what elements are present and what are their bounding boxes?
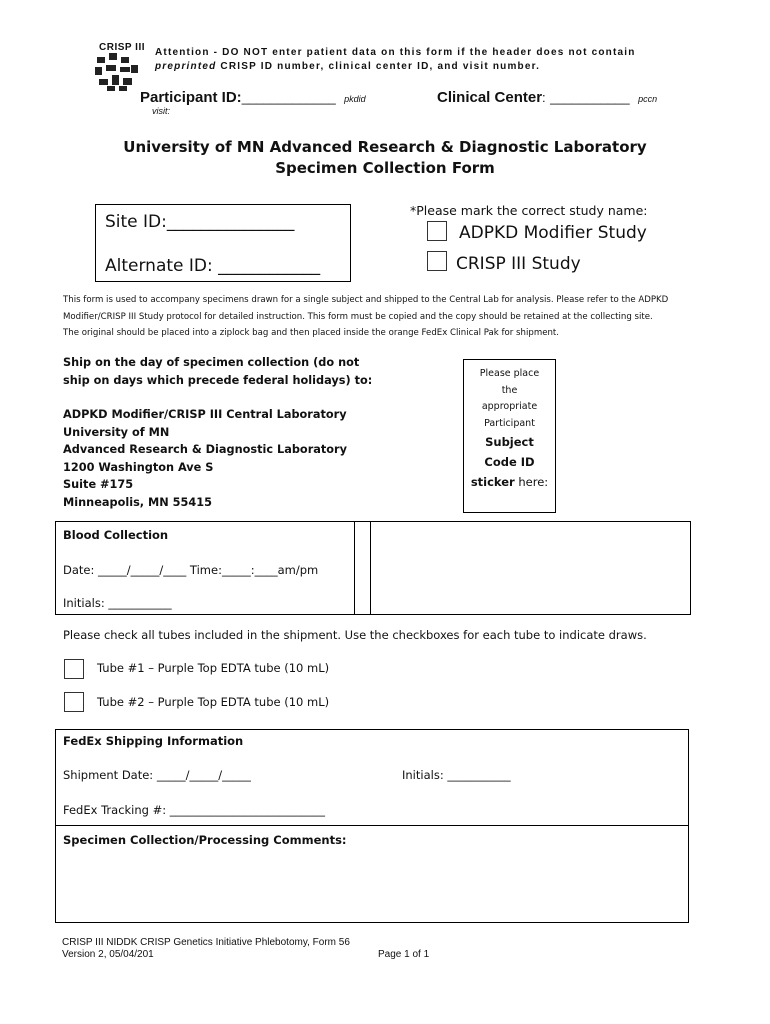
shipment-date-field[interactable]: Shipment Date: _____/_____/_____ <box>63 768 251 782</box>
ship-instructions: Ship on the day of specimen collection (do not ship on days which precede federal holidays) to: ADPKD Modifier/CRISP III Central Laboratory University of MN Advanced Research & Diagnostic Laboratory 1200 Washington Ave S Suite #175 Minneapolis, MN 55415 <box>63 354 372 511</box>
address-line: University of MN <box>63 425 170 439</box>
address-line: ADPKD Modifier/CRISP III Central Laboratory <box>63 408 347 421</box>
study-prompt: *Please mark the correct study name: <box>410 203 648 218</box>
participant-code: pkdid <box>344 94 366 104</box>
comments-heading: Specimen Collection/Processing Comments: <box>63 833 347 847</box>
footer-form-info: CRISP III NIDDK CRISP Genetics Initiative Phlebotomy, Form 56 Version 2, 05/04/201 <box>62 937 350 960</box>
form-title-line2: Specimen Collection Form <box>275 159 495 177</box>
crisp-study-checkbox[interactable] <box>427 251 447 271</box>
alternate-id-field[interactable]: Alternate ID: ____________ <box>105 256 321 276</box>
intro-paragraph: This form is used to accompany specimens drawn for a single subject and shipped to the Central Lab for analysis. Please refer to the ADPKD Modifier/CRISP III Study protocol for detailed instruction. This form must be copied and the copy should be retained at the collecting site. The original should be placed into a ziplock bag and then placed inside the orange FedEx Clinical Pak for shipment. <box>63 295 669 338</box>
site-id-box <box>95 204 351 282</box>
blood-date-time-field[interactable]: Date: _____/_____/____ Time:_____:____am/pm <box>63 563 319 577</box>
fedex-initials-field[interactable]: Initials: ___________ <box>402 768 511 782</box>
crisp-study-label: CRISP III Study <box>456 254 581 274</box>
adpkd-study-label: ADPKD Modifier Study <box>459 223 647 243</box>
center-code: pccn <box>638 94 658 104</box>
participant-id-row: Participant ID:_____________ pkdid <box>140 89 366 106</box>
sticker-box: Please place the appropriate Participant Subject Code ID sticker here: <box>463 359 556 513</box>
form-title-line1: University of MN Advanced Research & Diagnostic Laboratory <box>123 138 647 156</box>
adpkd-study-checkbox[interactable] <box>427 221 447 241</box>
address-line: Suite #175 <box>63 478 134 491</box>
tubes-instruction: Please check all tubes included in the shipment. Use the checkboxes for each tube to indicate draws. <box>63 628 647 642</box>
site-id-field[interactable]: Site ID:_______________ <box>105 212 295 232</box>
comments-area[interactable] <box>57 852 685 918</box>
blood-collection-box <box>55 521 691 615</box>
fedex-box <box>55 729 689 923</box>
tracking-number-field[interactable]: FedEx Tracking #: ___________________________ <box>63 803 326 817</box>
tube2-label: Tube #2 – Purple Top EDTA tube (10 mL) <box>97 695 330 709</box>
tube1-checkbox[interactable] <box>64 659 84 679</box>
address-line: Advanced Research & Diagnostic Laboratory <box>63 443 347 456</box>
blood-initials-field[interactable]: Initials: ___________ <box>63 596 172 610</box>
tube2-checkbox[interactable] <box>64 692 84 712</box>
crisp-logo-icon <box>95 53 139 91</box>
visit-label: visit: <box>152 106 170 116</box>
address-line: 1200 Washington Ave S <box>63 460 214 474</box>
blood-collection-heading: Blood Collection <box>63 528 169 542</box>
tube1-label: Tube #1 – Purple Top EDTA tube (10 mL) <box>97 661 330 675</box>
attention-notice: Attention - DO NOT enter patient data on this form if the header does not contain preprinted CRISP ID number, clinical center ID, and visit number. <box>155 47 636 72</box>
fedex-heading: FedEx Shipping Information <box>63 734 244 748</box>
logo-text: CRISP III <box>99 42 145 53</box>
clinical-center-row: Clinical Center: ___________ pccn <box>437 89 658 106</box>
clinical-center-label: Clinical Center <box>437 89 543 106</box>
page-number: Page 1 of 1 <box>378 949 430 960</box>
address-line: Minneapolis, MN 55415 <box>63 495 212 509</box>
participant-id-label: Participant ID: <box>140 89 242 106</box>
